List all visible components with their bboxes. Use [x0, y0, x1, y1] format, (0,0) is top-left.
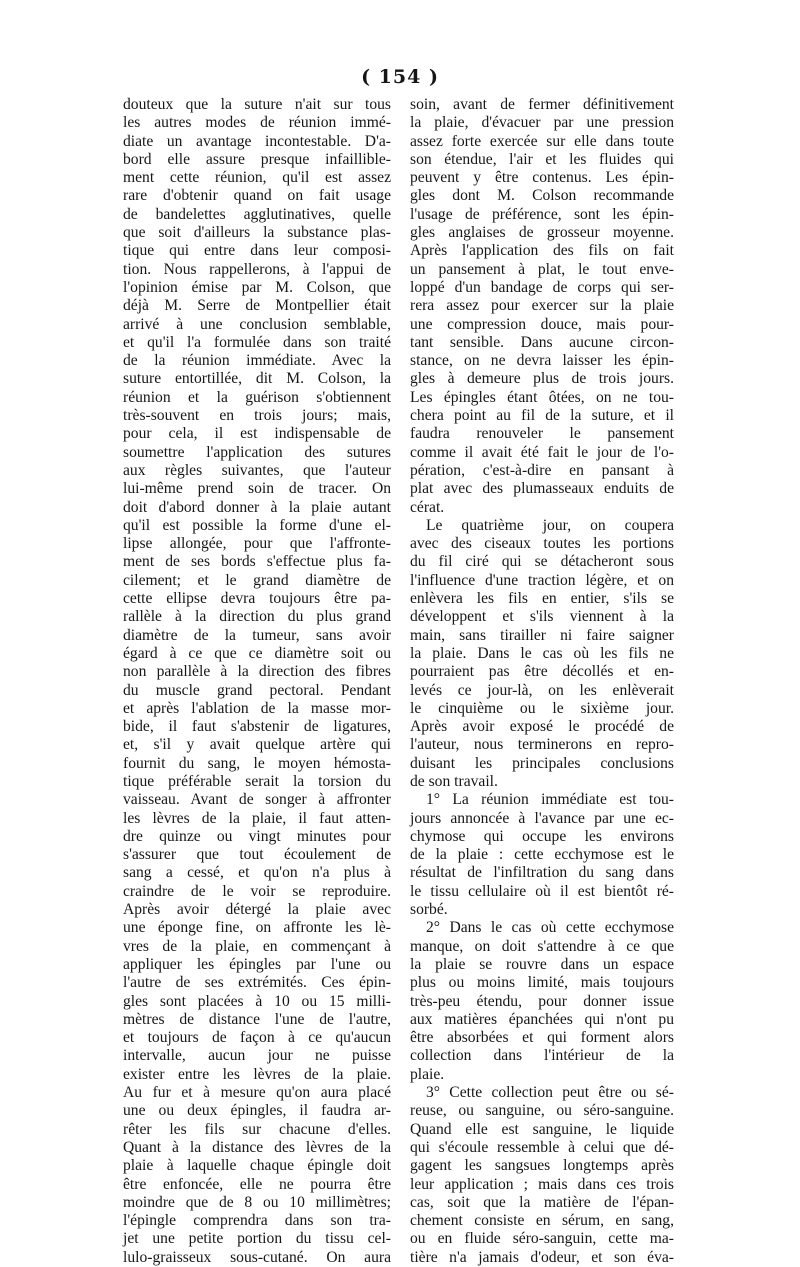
text-line: être absorbées et qui forment alors	[410, 1029, 674, 1047]
text-line: s'assurer que tout écoulement de	[123, 846, 391, 864]
text-line: gagent les sangsues longtemps après	[410, 1157, 674, 1175]
text-line: Les épingles étant ôtées, on ne tou-	[410, 388, 674, 406]
text-line: un pansement à plat, le tout enve-	[410, 260, 674, 278]
text-line: manque, on doit s'attendre à ce que	[410, 937, 674, 955]
text-line: duisant les principales conclusions	[410, 754, 674, 772]
text-line: qui s'écoule ressemble à celui que dé-	[410, 1138, 674, 1156]
text-line: de son travail.	[410, 772, 498, 790]
text-line: ou en fluide séro-sanguin, cette ma-	[410, 1230, 674, 1248]
text-line: tique qui entre dans leur composi-	[123, 242, 391, 260]
text-line: égard à ce que ce diamètre soit ou	[123, 644, 391, 662]
text-line: Après avoir exposé le procédé de	[410, 718, 674, 736]
text-line: l'influence d'une traction légère, et on	[410, 571, 674, 589]
text-line: l'opinion émise par M. Colson, que	[123, 278, 391, 296]
text-line: jours annoncée à l'avance par une ec-	[410, 809, 674, 827]
text-line: comme il avait été fait le jour de l'o-	[410, 443, 674, 461]
text-line: jet une petite portion du tissu cel-	[123, 1230, 391, 1248]
text-line: Le quatrième jour, on coupera	[426, 516, 674, 534]
text-line: aux règles suivantes, que l'auteur	[123, 461, 391, 479]
text-line: levés ce jour-là, on les enlèverait	[410, 681, 674, 699]
text-line: qu'il est possible la forme d'une el-	[123, 516, 391, 534]
text-line: leur application ; mais dans ces trois	[410, 1175, 674, 1193]
text-line: pération, c'est-à-dire en pansant à	[410, 461, 674, 479]
text-line: pour cela, il est indispensable de	[123, 425, 391, 443]
text-line: bide, il faut s'abstenir de ligatures,	[123, 718, 391, 736]
text-line: ment de ses bords s'effectue plus fa-	[123, 553, 391, 571]
text-line: très-souvent en trois jours; mais,	[123, 407, 391, 425]
text-line: résultat de l'infiltration du sang dans	[410, 864, 674, 882]
text-line: les autres modes de réunion immé-	[123, 114, 391, 132]
text-line: cérat.	[410, 498, 445, 516]
right-column	[410, 96, 674, 1267]
text-line: gles sont placées à 10 ou 15 milli-	[123, 992, 391, 1010]
text-line: et, s'il y avait quelque artère qui	[123, 736, 391, 754]
text-line: chera point au fil de la suture, et il	[410, 407, 674, 425]
text-line: la plaie se rouvre dans un espace	[410, 955, 674, 973]
text-line: rera assez pour exercer sur la plaie	[410, 297, 674, 315]
text-line: de bandelettes agglutinatives, quelle	[123, 205, 391, 223]
text-line: les lèvres de la plaie, il faut atten-	[123, 809, 391, 827]
text-line: gles anglaises de grosseur moyenne.	[410, 224, 674, 242]
text-line: fournit du sang, le moyen hémosta-	[123, 754, 391, 772]
text-line: déjà M. Serre de Montpellier était	[123, 297, 391, 315]
text-line: le cinquième ou le sixième jour.	[410, 699, 674, 717]
text-line: développent et s'ils viennent à la	[410, 608, 674, 626]
text-line: diamètre de la tumeur, sans avoir	[123, 626, 391, 644]
text-line: du fil ciré qui se détacheront sous	[410, 553, 674, 571]
text-line: aux matières épanchées qui n'ont pu	[410, 1010, 674, 1028]
text-line: la plaie. Dans le cas où les fils ne	[410, 644, 674, 662]
text-line: très-peu étendu, pour donner issue	[410, 992, 674, 1010]
text-line: dre quinze ou vingt minutes pour	[123, 827, 391, 845]
text-line: rare d'obtenir quand on fait usage	[123, 187, 391, 205]
text-line: plaie.	[410, 1065, 445, 1083]
text-line: soin, avant de fermer définitivement	[410, 96, 674, 113]
text-line: du muscle grand pectoral. Pendant	[123, 681, 391, 699]
text-line: une ou deux épingles, il faudra ar-	[123, 1102, 391, 1120]
text-line: cas, soit que la matière de l'épan-	[410, 1193, 674, 1211]
text-line: tion. Nous rappellerons, à l'appui de	[123, 260, 391, 278]
text-line: lui-même prend soin de tracer. On	[123, 480, 391, 498]
text-line: 1° La réunion immédiate est tou-	[426, 791, 674, 809]
text-line: de la plaie : cette ecchymose est le	[410, 846, 674, 864]
text-line: appliquer les épingles par l'une ou	[123, 955, 391, 973]
text-line: plus ou moins limité, mais toujours	[410, 974, 674, 992]
text-line: 3° Cette collection peut être ou sé-	[426, 1084, 674, 1102]
text-line: Après l'application des fils on fait	[410, 242, 674, 260]
text-line: Quant à la distance des lèvres de la	[123, 1138, 391, 1156]
text-line: chement consiste en sérum, en sang,	[410, 1212, 674, 1230]
text-line: peuvent y être contenus. Les épin-	[410, 169, 674, 187]
text-line: plat avec des plumasseaux enduits de	[410, 480, 674, 498]
text-line: avec des ciseaux toutes les portions	[410, 535, 674, 553]
text-line: doit d'abord donner à la plaie autant	[123, 498, 391, 516]
text-line: faudra renouveler le pansement	[410, 425, 674, 443]
text-line: reuse, ou sanguine, ou séro-sanguine.	[410, 1102, 674, 1120]
text-line: plaie à laquelle chaque épingle doit	[123, 1157, 391, 1175]
text-line: arrivé à une conclusion semblable,	[123, 315, 391, 333]
text-line: tant sensible. Dans aucune circon-	[410, 333, 674, 351]
text-line: la plaie, d'évacuer par une pression	[410, 114, 674, 132]
text-line: suture entortillée, dit M. Colson, la	[123, 370, 391, 388]
text-line: vaisseau. Avant de songer à affronter	[123, 791, 391, 809]
text-line: intervalle, aucun jour ne puisse	[123, 1047, 391, 1065]
text-line: chymose qui occupe les environs	[410, 827, 674, 845]
text-line: 2° Dans le cas où cette ecchymose	[426, 919, 674, 937]
text-line: lipse allongée, pour que l'affronte-	[123, 535, 391, 553]
text-line: ment cette réunion, qu'il est assez	[123, 169, 391, 187]
text-line: vres de la plaie, en commençant à	[123, 937, 391, 955]
text-line: enlèvera les fils en entier, s'ils se	[410, 590, 674, 608]
text-line: Quand elle est sanguine, le liquide	[410, 1120, 674, 1138]
text-line: l'auteur, nous terminerons en repro-	[410, 736, 674, 754]
text-line: non parallèle à la direction des fibres	[123, 663, 391, 681]
text-line: réunion et la guérison s'obtiennent	[123, 388, 391, 406]
text-line: Après avoir détergé la plaie avec	[123, 901, 391, 919]
text-line: douteux que la suture n'ait sur tous	[123, 96, 391, 113]
text-line: main, sans tirailler ni faire saigner	[410, 626, 674, 644]
text-line: être enfoncée, elle ne pourra être	[123, 1175, 391, 1193]
text-line: assez forte exercée sur elle dans toute	[410, 132, 674, 150]
text-line: l'autre de ses extrémités. Ces épin-	[123, 974, 391, 992]
text-line: et toujours de façon à ce qu'aucun	[123, 1029, 391, 1047]
left-column	[123, 96, 391, 1267]
text-line: soumettre l'application des sutures	[123, 443, 391, 461]
text-line: lulo-graisseux sous-cutané. On aura	[123, 1248, 391, 1266]
text-line: tière n'a jamais d'odeur, et son éva-	[410, 1248, 674, 1266]
text-line: rêter les fils sur chacune d'elles.	[123, 1120, 391, 1138]
text-line: cette ellipse devra toujours être pa-	[123, 590, 391, 608]
text-line: une éponge fine, on affronte les lè-	[123, 919, 391, 937]
text-line: loppé d'un bandage de corps qui ser-	[410, 278, 674, 296]
text-line: pourraient pas être décollés et en-	[410, 663, 674, 681]
text-line: moindre que de 8 ou 10 millimètres;	[123, 1193, 391, 1211]
text-line: bord elle assure presque infaillible-	[123, 150, 391, 168]
text-line: gles à demeure plus de trois jours.	[410, 370, 674, 388]
text-line: collection dans l'intérieur de la	[410, 1047, 674, 1065]
text-line: mètres de distance l'une de l'autre,	[123, 1010, 391, 1028]
text-line: l'épingle comprendra dans son tra-	[123, 1212, 391, 1230]
text-line: tique préférable serait la torsion du	[123, 772, 391, 790]
text-line: sang a cessé, et qu'on n'a plus à	[123, 864, 391, 882]
text-line: gles dont M. Colson recommande	[410, 187, 674, 205]
text-line: l'usage de préférence, sont les épin-	[410, 205, 674, 223]
text-line: le tissu cellulaire où il est bientôt ré-	[410, 882, 674, 900]
text-line: de la réunion immédiate. Avec la	[123, 352, 391, 370]
text-line: Au fur et à mesure qu'on aura placé	[123, 1084, 391, 1102]
text-line: craindre de le voir se reproduire.	[123, 882, 391, 900]
text-line: exister entre les lèvres de la plaie.	[123, 1065, 391, 1083]
page-number: ( 154 )	[361, 66, 439, 88]
text-line: et qu'il l'a formulée dans son traité	[123, 333, 391, 351]
text-line: stance, on ne devra laisser les épin-	[410, 352, 674, 370]
text-line: diate un avantage incontestable. D'a-	[123, 132, 391, 150]
text-line: sorbé.	[410, 901, 448, 919]
text-line: rallèle à la direction du plus grand	[123, 608, 391, 626]
text-line: une compression douce, mais pour-	[410, 315, 674, 333]
text-line: son étendue, l'air et les fluides qui	[410, 150, 674, 168]
text-line: que soit d'ailleurs la substance plas-	[123, 224, 391, 242]
text-line: et après l'ablation de la masse mor-	[123, 699, 391, 717]
text-line: cilement; et le grand diamètre de	[123, 571, 391, 589]
